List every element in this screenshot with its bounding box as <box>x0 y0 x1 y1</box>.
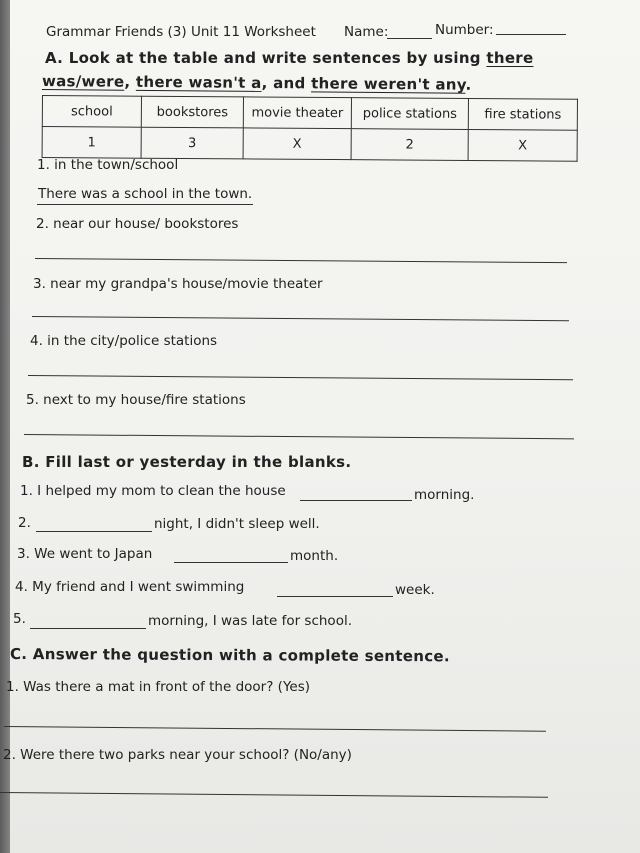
table-header-cell: movie theater <box>243 97 351 129</box>
table-header-cell: school <box>42 96 141 128</box>
table-value-cell: X <box>468 129 577 161</box>
answer-line-2[interactable] <box>35 258 567 263</box>
table-header-cell: police stations <box>351 98 468 130</box>
worksheet-title: Grammar Friends (3) Unit 11 Worksheet <box>46 24 316 40</box>
number-blank[interactable] <box>496 34 566 35</box>
table-value-cell: 1 <box>42 127 141 159</box>
section-b-heading: B. Fill last or yesterday in the blanks. <box>22 453 352 471</box>
fill-blank-1[interactable] <box>300 500 412 501</box>
section-a-heading-line1 <box>45 49 533 67</box>
section-b-item-1-after: morning. <box>414 487 475 503</box>
section-a-heading-werent: there weren't any <box>311 74 466 94</box>
section-c-heading: C. Answer the question with a complete sentence. <box>9 645 450 666</box>
table-value-cell: 2 <box>351 129 468 161</box>
section-b-item-3-after: month. <box>290 548 339 564</box>
section-a-question-1: 1. in the town/school <box>37 157 179 173</box>
table-value-cell: X <box>243 128 351 160</box>
fill-blank-4[interactable] <box>277 596 393 597</box>
facilities-table <box>42 95 578 162</box>
table-value-cell: 3 <box>141 127 243 159</box>
section-b-item-1-before: 1. I helped my mom to clean the house <box>20 483 286 499</box>
section-a-heading-was-were: was/were <box>41 72 125 91</box>
section-c-question-1: 1. Was there a mat in front of the door? (Yes) <box>6 679 311 695</box>
example-answer-line <box>37 204 253 205</box>
answer-line-5[interactable] <box>24 434 574 439</box>
worksheet-page <box>3 0 640 853</box>
section-a-question-5: 5. next to my house/fire stations <box>26 392 246 408</box>
answer-line-4[interactable] <box>28 375 573 380</box>
section-b-item-5-before: 5. <box>13 611 26 627</box>
section-b-item-5-after: morning, I was late for school. <box>148 613 352 629</box>
section-b-item-3-before: 3. We went to Japan <box>17 546 153 562</box>
answer-line-c1[interactable] <box>4 726 546 732</box>
answer-line-3[interactable] <box>32 316 569 321</box>
answer-line-c2[interactable] <box>0 792 548 798</box>
section-a-heading-line2: was/were, there wasn't a, and there weren't any. <box>41 72 472 94</box>
name-blank[interactable] <box>387 38 432 39</box>
section-c-question-2: 2. Were there two parks near your school? (No/any) <box>3 747 352 763</box>
section-a-heading-prefix: A. Look at the table and write sentences by using <box>45 49 481 67</box>
section-b-item-2-after: night, I didn't sleep well. <box>154 516 320 532</box>
fill-blank-2[interactable] <box>36 531 152 532</box>
section-a-question-2: 2. near our house/ bookstores <box>36 216 239 232</box>
section-b-item-4-after: week. <box>395 582 435 598</box>
section-a-question-4: 4. in the city/police stations <box>30 333 218 349</box>
fill-blank-5[interactable] <box>30 628 146 629</box>
section-b-item-2-before: 2. <box>18 515 31 531</box>
section-a-question-3: 3. near my grandpa's house/movie theater <box>33 276 323 292</box>
table-header-cell: fire stations <box>468 98 577 130</box>
table-header-cell: bookstores <box>141 96 243 128</box>
table-header-row <box>42 96 577 131</box>
example-answer: There was a school in the town. <box>38 186 253 202</box>
section-b-item-4-before: 4. My friend and I went swimming <box>15 579 245 595</box>
section-a-heading-wasnt: there wasn't a <box>135 72 262 92</box>
fill-blank-3[interactable] <box>174 562 288 563</box>
number-label: Number: <box>435 22 494 38</box>
section-a-heading-there: there <box>486 49 534 67</box>
name-label: Name: <box>344 24 389 40</box>
